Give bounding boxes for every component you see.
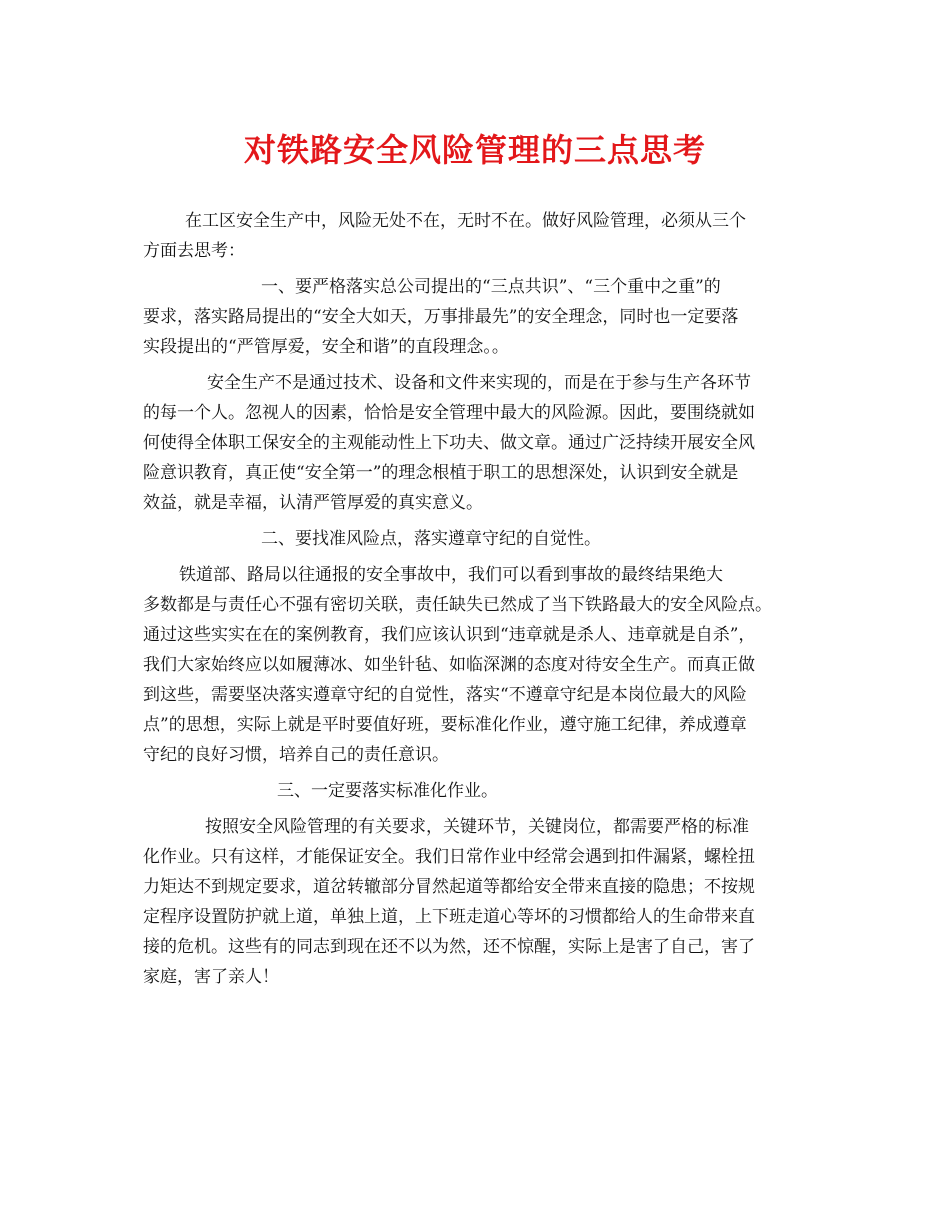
text-line: 守纪的良好习惯，培养自己的责任意识。 xyxy=(143,745,449,765)
text-line: 到这些，需要坚决落实遵章守纪的自觉性，落实“不遵章守纪是本岗位最大的风险 xyxy=(143,685,747,705)
text-line: 在工区安全生产中，风险无处不在，无时不在。做好风险管理，必须从三个 xyxy=(185,211,746,231)
text-line: 的每一个人。忽视人的因素，恰恰是安全管理中最大的风险源。因此，要围绕就如 xyxy=(143,403,755,423)
document-body xyxy=(143,206,823,992)
text-line: 按照安全风险管理的有关要求，关键环节，关键岗位，都需要严格的标准 xyxy=(205,817,749,837)
text-line: 一、要严格落实总公司提出的“三点共识”、“三个重中之重”的 xyxy=(261,277,721,297)
text-line: 铁道部、路局以往通报的安全事故中，我们可以看到事故的最终结果绝大 xyxy=(179,565,723,585)
document-title: 对铁路安全风险管理的三点思考 xyxy=(243,131,706,169)
text-line: 三、一定要落实标准化作业。 xyxy=(277,781,498,801)
text-line: 家庭，害了亲人！ xyxy=(143,967,279,987)
text-line: 实段提出的“严管厚爱，安全和谐”的直段理念。。 xyxy=(143,337,509,357)
text-line: 多数都是与责任心不强有密切关联，责任缺失已然成了当下铁路最大的安全风险点。 xyxy=(143,595,772,615)
paragraph-human-factor xyxy=(143,368,823,518)
text-line: 化作业。只有这样，才能保证安全。我们日常作业中经常会遇到扣件漏紧，螺栓扭 xyxy=(143,847,755,867)
paragraph-point-two xyxy=(143,524,823,554)
text-line: 方面去思考： xyxy=(143,241,245,261)
paragraph-responsibility xyxy=(143,560,823,770)
text-line: 我们大家始终应以如履薄冰、如坐针毡、如临深渊的态度对待安全生产。而真正做 xyxy=(143,655,755,675)
text-line: 要求，落实路局提出的“安全大如天，万事排最先”的安全理念，同时也一定要落 xyxy=(143,307,739,327)
text-line: 效益，就是幸福，认清严管厚爱的真实意义。 xyxy=(143,493,483,513)
text-line: 何使得全体职工保安全的主观能动性上下功夫、做文章。通过广泛持续开展安全风 xyxy=(143,433,755,453)
text-line: 安全生产不是通过技术、设备和文件来实现的，而是在于参与生产各环节 xyxy=(207,373,751,393)
text-line: 力矩达不到规定要求，道岔转辙部分冒然起道等都给安全带来直接的隐患；不按规 xyxy=(143,877,755,897)
text-line: 定程序设置防护就上道，单独上道，上下班走道心等坏的习惯都给人的生命带来直 xyxy=(143,907,755,927)
paragraph-standardization xyxy=(143,812,823,992)
text-line: 险意识教育，真正使“安全第一”的理念根植于职工的思想深处，认识到安全就是 xyxy=(143,463,739,483)
text-line: 点”的思想，实际上就是平时要值好班，要标准化作业，遵守施工纪律，养成遵章 xyxy=(143,715,747,735)
text-line: 二、要找准风险点，落实遵章守纪的自觉性。 xyxy=(261,529,601,549)
paragraph-point-three xyxy=(143,776,823,806)
text-line: 接的危机。这些有的同志到现在还不以为然，还不惊醒，实际上是害了自己，害了 xyxy=(143,937,755,957)
paragraph-intro xyxy=(143,206,823,266)
text-line: 通过这些实实在在的案例教育，我们应该认识到“违章就是杀人、违章就是自杀”， xyxy=(143,625,756,645)
paragraph-point-one xyxy=(143,272,823,362)
